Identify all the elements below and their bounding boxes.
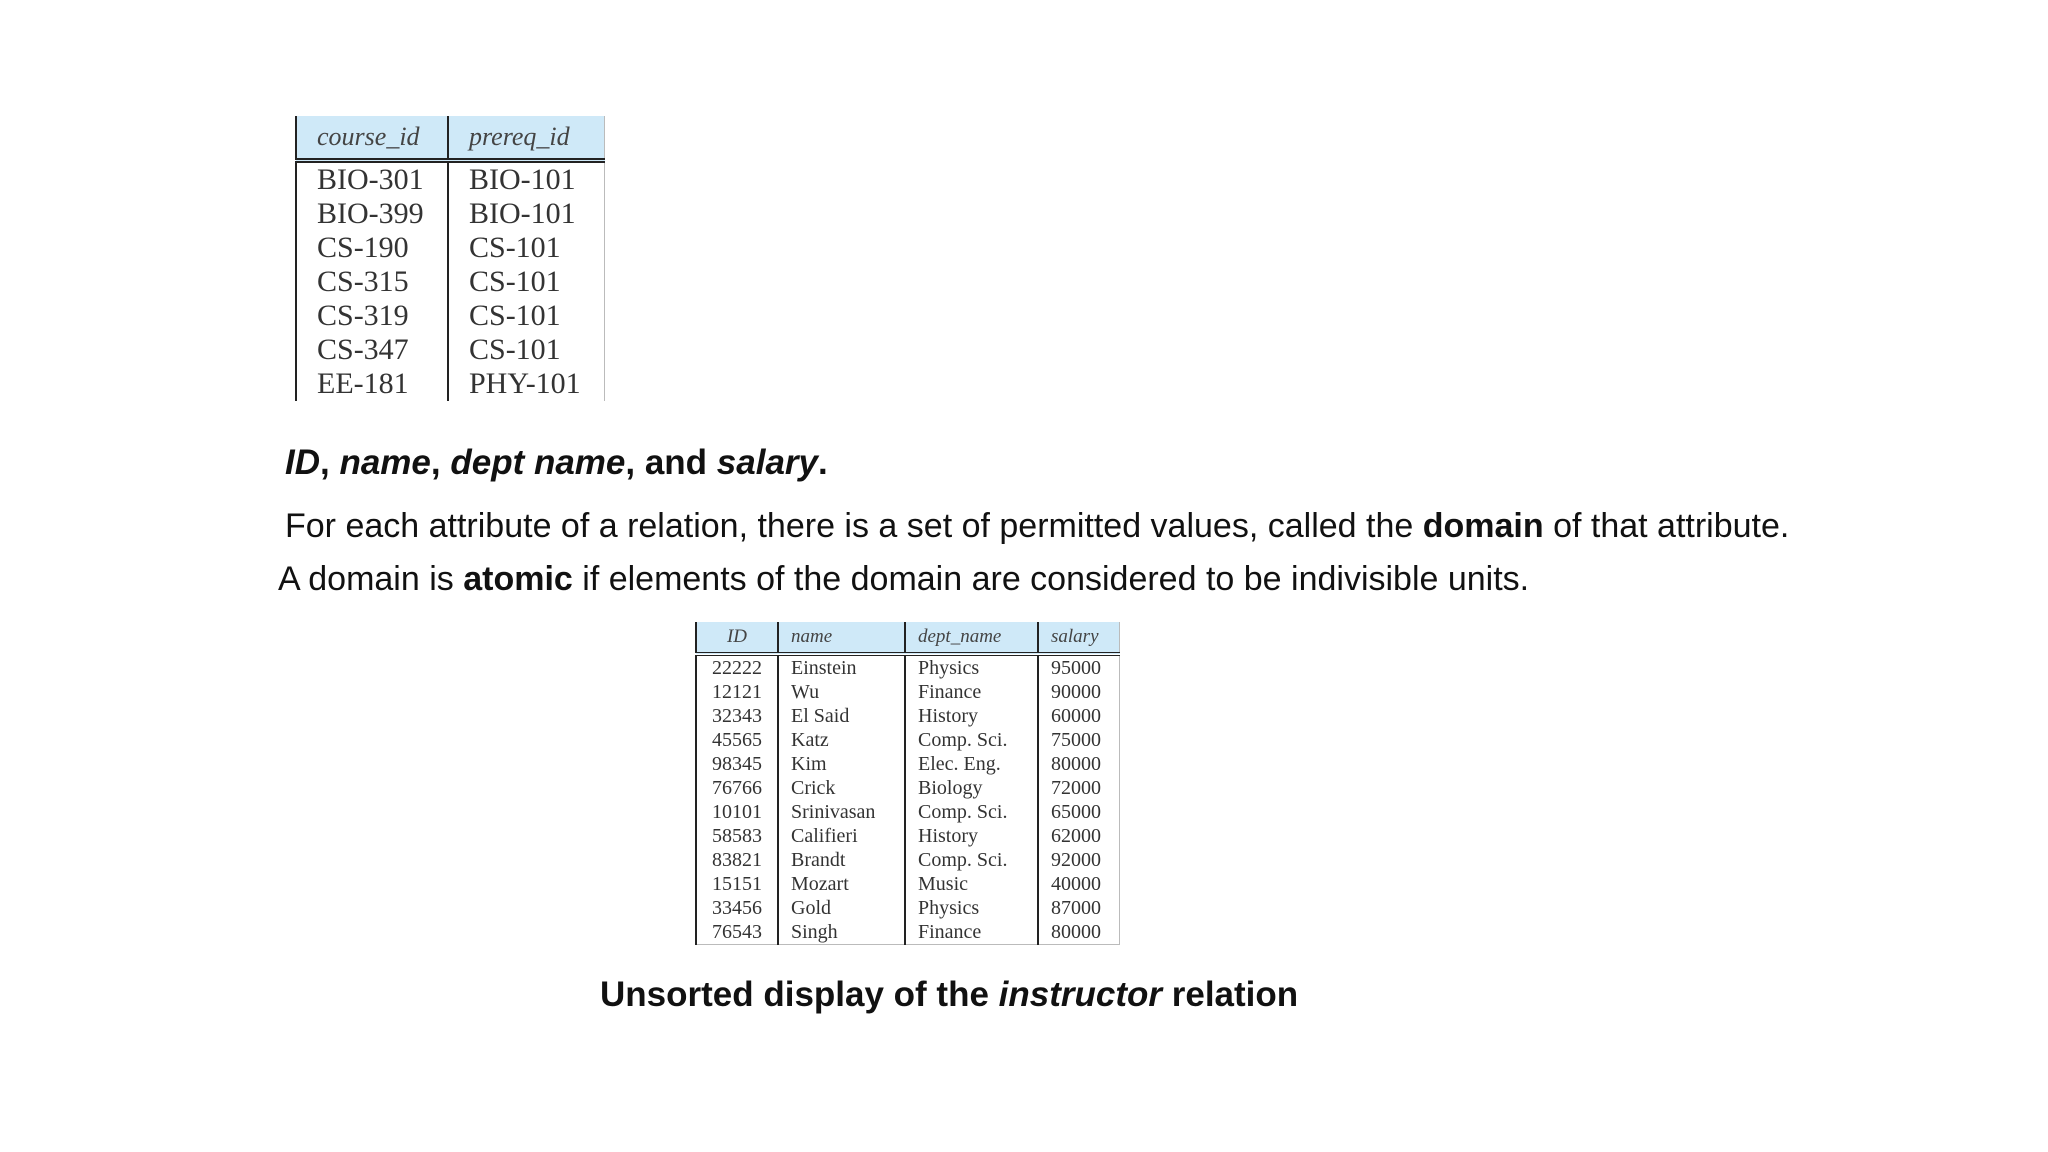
cell-dept-name: Finance (905, 920, 1038, 945)
cell-id: 83821 (696, 848, 778, 872)
cell-salary: 80000 (1038, 920, 1120, 945)
table-row (296, 231, 605, 265)
cell-course-id: CS-319 (296, 299, 448, 333)
cell-id: 10101 (696, 800, 778, 824)
cell-dept-name: Comp. Sci. (905, 800, 1038, 824)
cell-prereq-id: PHY-101 (448, 367, 605, 401)
cell-id: 45565 (696, 728, 778, 752)
cell-dept-name: History (905, 704, 1038, 728)
table-row (696, 896, 1120, 920)
cell-prereq-id: CS-101 (448, 231, 605, 265)
prereq-table (295, 116, 605, 401)
caption-after: relation (1162, 975, 1299, 1014)
cell-name: El Said (778, 704, 905, 728)
cell-salary: 72000 (1038, 776, 1120, 800)
cell-salary: 92000 (1038, 848, 1120, 872)
cell-salary: 65000 (1038, 800, 1120, 824)
cell-id: 98345 (696, 752, 778, 776)
table-row (296, 333, 605, 367)
table-row (696, 680, 1120, 704)
table-row (696, 824, 1120, 848)
cell-salary: 87000 (1038, 896, 1120, 920)
table-row (696, 704, 1120, 728)
cell-name: Srinivasan (778, 800, 905, 824)
heading-name: name (339, 443, 431, 482)
heading-end: . (818, 443, 828, 482)
cell-dept-name: Comp. Sci. (905, 848, 1038, 872)
cell-prereq-id: CS-101 (448, 333, 605, 367)
p1-after: of that attribute. (1543, 507, 1790, 545)
p1-bold-domain: domain (1422, 507, 1544, 545)
table-row (696, 848, 1120, 872)
cell-name: Einstein (778, 654, 905, 680)
cell-course-id: BIO-399 (296, 197, 448, 231)
cell-dept-name: Biology (905, 776, 1038, 800)
header-salary: salary (1038, 622, 1120, 654)
cell-course-id: EE-181 (296, 367, 448, 401)
p2-before: A domain is (278, 560, 464, 598)
table-row (296, 299, 605, 333)
figure-caption (600, 975, 1298, 1015)
cell-salary: 95000 (1038, 654, 1120, 680)
cell-salary: 60000 (1038, 704, 1120, 728)
cell-id: 58583 (696, 824, 778, 848)
p2-bold-atomic: atomic (463, 560, 573, 598)
cell-name: Katz (778, 728, 905, 752)
prereq-header-row (296, 116, 605, 161)
header-prereq-id: prereq_id (448, 116, 605, 161)
heading-sep-2: , (430, 443, 451, 482)
caption-before: Unsorted display of the (600, 975, 999, 1014)
cell-name: Kim (778, 752, 905, 776)
heading-sep-3: , and (625, 443, 717, 482)
table-row (296, 197, 605, 231)
heading-dept-name: dept name (450, 443, 626, 482)
cell-salary: 75000 (1038, 728, 1120, 752)
cell-salary: 40000 (1038, 872, 1120, 896)
cell-dept-name: Finance (905, 680, 1038, 704)
cell-dept-name: Comp. Sci. (905, 728, 1038, 752)
cell-id: 22222 (696, 654, 778, 680)
table-row (696, 800, 1120, 824)
table-row (696, 776, 1120, 800)
table-row (696, 728, 1120, 752)
table-row (296, 367, 605, 401)
heading-sep-1: , (320, 443, 340, 482)
cell-dept-name: History (905, 824, 1038, 848)
cell-prereq-id: BIO-101 (448, 197, 605, 231)
atomic-paragraph (278, 560, 1529, 599)
cell-name: Mozart (778, 872, 905, 896)
cell-name: Wu (778, 680, 905, 704)
instructor-header-row (696, 622, 1120, 654)
p1-before: For each attribute of a relation, there is a set of permitted values, called the (285, 507, 1423, 545)
domain-paragraph (285, 507, 1789, 546)
cell-id: 15151 (696, 872, 778, 896)
caption-italic: instructor (998, 975, 1163, 1014)
table-row (696, 920, 1120, 945)
cell-course-id: CS-315 (296, 265, 448, 299)
cell-dept-name: Physics (905, 896, 1038, 920)
cell-dept-name: Elec. Eng. (905, 752, 1038, 776)
instructor-table (695, 622, 1120, 945)
cell-salary: 80000 (1038, 752, 1120, 776)
header-name: name (778, 622, 905, 654)
p2-after: if elements of the domain are considered to be indivisible units. (572, 560, 1530, 598)
cell-name: Singh (778, 920, 905, 945)
cell-course-id: CS-190 (296, 231, 448, 265)
cell-name: Brandt (778, 848, 905, 872)
attribute-heading (285, 443, 828, 483)
cell-id: 32343 (696, 704, 778, 728)
table-row (696, 752, 1120, 776)
cell-name: Califieri (778, 824, 905, 848)
instructor-table-body (696, 654, 1120, 945)
table-row (696, 872, 1120, 896)
cell-course-id: BIO-301 (296, 161, 448, 198)
cell-id: 12121 (696, 680, 778, 704)
cell-name: Crick (778, 776, 905, 800)
table-row (296, 265, 605, 299)
cell-dept-name: Physics (905, 654, 1038, 680)
cell-course-id: CS-347 (296, 333, 448, 367)
cell-id: 76543 (696, 920, 778, 945)
cell-prereq-id: BIO-101 (448, 161, 605, 198)
heading-salary: salary (716, 443, 819, 482)
table-row (696, 654, 1120, 680)
table-row (296, 161, 605, 198)
cell-prereq-id: CS-101 (448, 265, 605, 299)
header-id: ID (696, 622, 778, 654)
cell-dept-name: Music (905, 872, 1038, 896)
cell-prereq-id: CS-101 (448, 299, 605, 333)
cell-name: Gold (778, 896, 905, 920)
cell-id: 76766 (696, 776, 778, 800)
prereq-table-body (296, 161, 605, 402)
cell-salary: 90000 (1038, 680, 1120, 704)
heading-id: ID (285, 443, 320, 482)
header-dept-name: dept_name (905, 622, 1038, 654)
cell-salary: 62000 (1038, 824, 1120, 848)
header-course-id: course_id (296, 116, 448, 161)
cell-id: 33456 (696, 896, 778, 920)
